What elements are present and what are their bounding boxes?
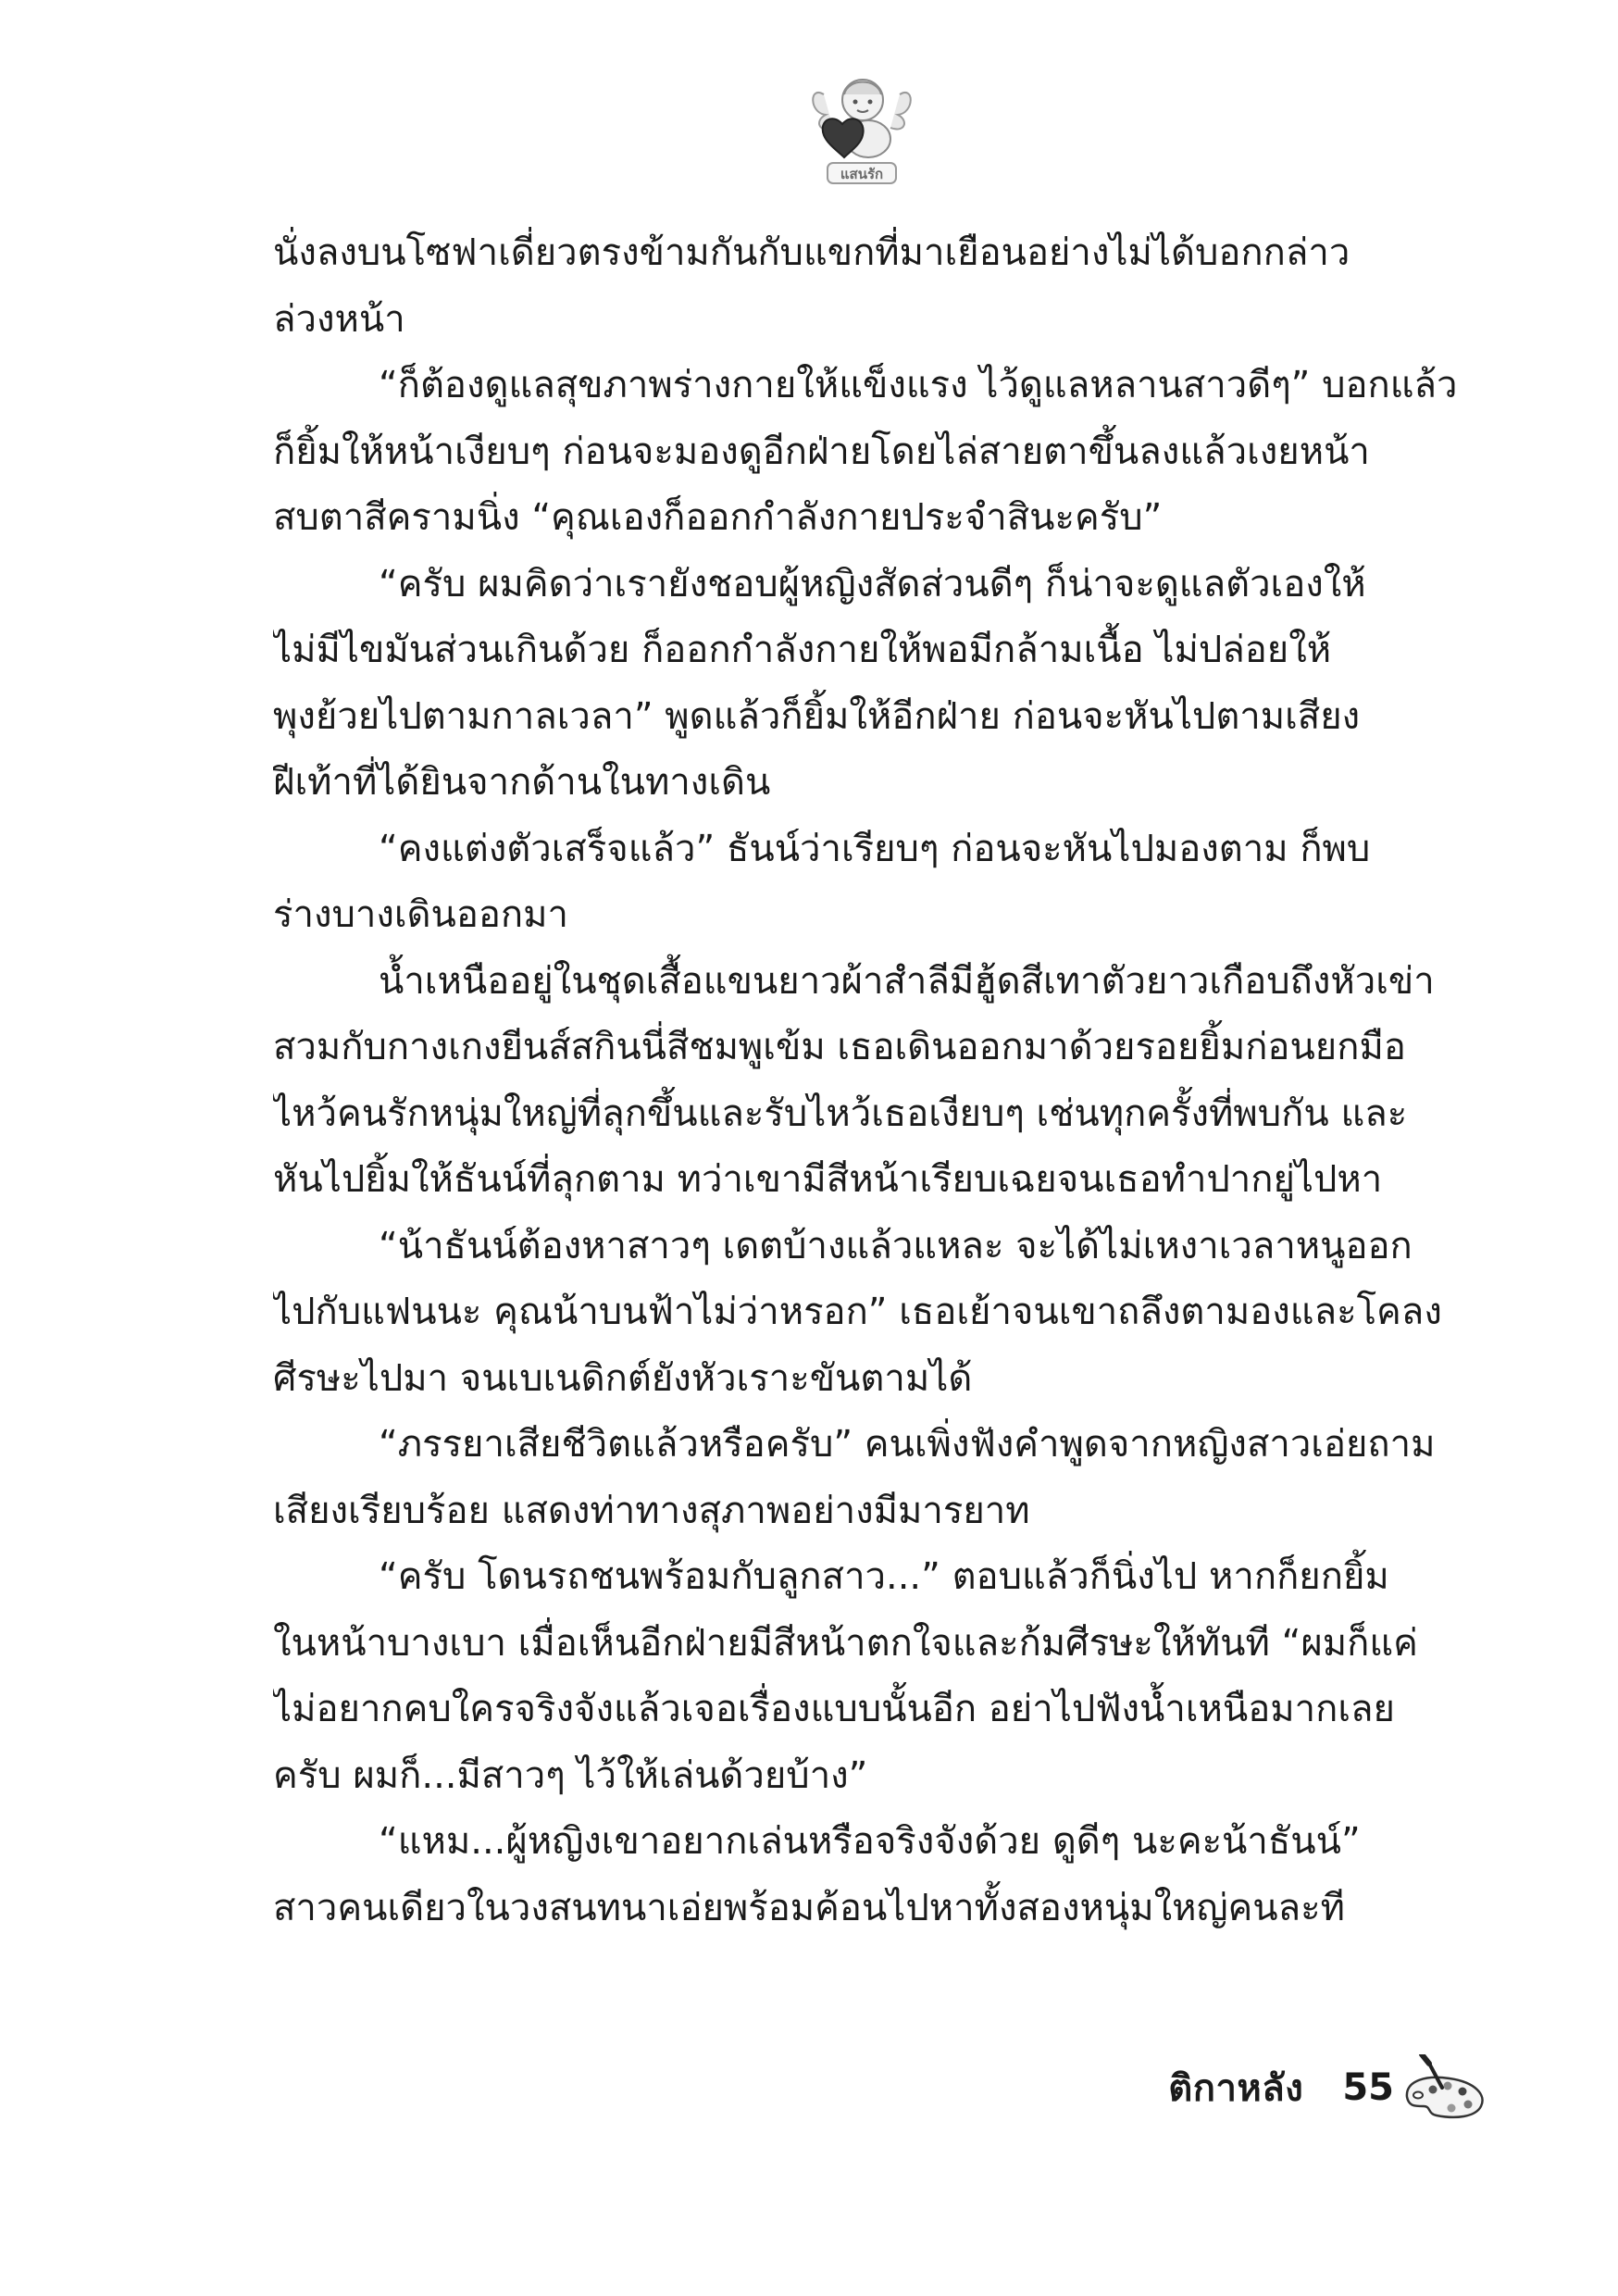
text-line: ไหว้คนรักหนุ่มใหญ่ที่ลุกขึ้นและรับไหว้เธอเงียบๆ เช่นทุกครั้งที่พบกัน และ bbox=[273, 1092, 1408, 1135]
text-line: ครับ ผมก็...มีสาวๆ ไว้ให้เล่นด้วยบ้าง” bbox=[273, 1753, 868, 1797]
text-line: ศีรษะไปมา จนเบเนดิกต์ยังหัวเราะขันตามได้ bbox=[273, 1356, 973, 1400]
page-number: 55 bbox=[1342, 2066, 1394, 2109]
text-line: น้ำเหนืออยู่ในชุดเสื้อแขนยาวผ้าสำลีมีฮู้ดสีเทาตัวยาวเกือบถึงหัวเข่า bbox=[379, 959, 1435, 1003]
body-text bbox=[273, 220, 1458, 1941]
text-line: “คงแต่งตัวเสร็จแล้ว” ธันน์ว่าเรียบๆ ก่อนจะหันไปมองตาม ก็พบ bbox=[379, 827, 1371, 870]
text-line: ก็ยิ้มให้หน้าเงียบๆ ก่อนจะมองดูอีกฝ่ายโดยไล่สายตาขึ้นลงแล้วเงยหน้า bbox=[273, 430, 1370, 473]
text-line: ไม่อยากคบใครจริงจังแล้วเจอเรื่องแบบนั้นอีก อย่าไปฟังน้ำเหนือมากเลย bbox=[273, 1688, 1395, 1730]
paint-palette-icon bbox=[1400, 2054, 1488, 2121]
text-line: ล่วงหน้า bbox=[273, 297, 405, 341]
text-line: “ครับ โดนรถชนพร้อมกับลูกสาว...” ตอบแล้วก็นิ่งไป หากก็ยกยิ้ม bbox=[379, 1555, 1389, 1598]
text-line: “ก็ต้องดูแลสุขภาพร่างกายให้แข็งแรง ไว้ดูแลหลานสาวดีๆ” บอกแล้ว bbox=[379, 364, 1458, 406]
text-line: สบตาสีครามนิ่ง “คุณเองก็ออกกำลังกายประจำสินะครับ” bbox=[273, 496, 1163, 539]
running-title: ติกาหลัง bbox=[1168, 2067, 1304, 2110]
cupid-heart-icon bbox=[807, 67, 916, 187]
text-line: หันไปยิ้มให้ธันน์ที่ลุกตาม ทว่าเขามีสีหน้าเรียบเฉยจนเธอทำปากยู่ไปหา bbox=[273, 1158, 1383, 1201]
text-line: เสียงเรียบร้อย แสดงท่าทางสุภาพอย่างมีมารยาท bbox=[273, 1489, 1030, 1532]
logo-text: แสนรัก bbox=[840, 166, 884, 182]
page-footer bbox=[1168, 2051, 1488, 2125]
text-line: สวมกับกางเกงยีนส์สกินนี่สีชมพูเข้ม เธอเดินออกมาด้วยรอยยิ้มก่อนยกมือ bbox=[273, 1026, 1406, 1068]
text-line: ฝีเท้าที่ได้ยินจากด้านในทางเดิน bbox=[273, 761, 771, 804]
text-line: “แหม...ผู้หญิงเขาอยากเล่นหรือจริงจังด้วย ดูดีๆ นะคะน้าธันน์” bbox=[379, 1820, 1361, 1863]
text-line: พุงย้วยไปตามกาลเวลา” พูดแล้วก็ยิ้มให้อีกฝ่าย ก่อนจะหันไปตามเสียง bbox=[273, 694, 1361, 738]
text-line: ในหน้าบางเบา เมื่อเห็นอีกฝ่ายมีสีหน้าตกใจและก้มศีรษะให้ทันที “ผมก็แค่ bbox=[273, 1621, 1418, 1665]
text-line: ไม่มีไขมันส่วนเกินด้วย ก็ออกกำลังกายให้พอมีกล้ามเนื้อ ไม่ปล่อยให้ bbox=[273, 629, 1332, 671]
text-line: นั่งลงบนโซฟาเดี่ยวตรงข้ามกันกับแขกที่มาเยือนอย่างไม่ได้บอกกล่าว bbox=[273, 231, 1350, 274]
text-line: “ภรรยาเสียชีวิตแล้วหรือครับ” คนเพิ่งฟังคำพูดจากหญิงสาวเอ่ยถาม bbox=[379, 1423, 1436, 1466]
text-line: “ครับ ผมคิดว่าเรายังชอบผู้หญิงสัดส่วนดีๆ ก็น่าจะดูแลตัวเองให้ bbox=[379, 562, 1366, 605]
text-line: สาวคนเดียวในวงสนทนาเอ่ยพร้อมค้อนไปหาทั้งสองหนุ่มใหญ่คนละที bbox=[273, 1886, 1346, 1929]
text-line: ไปกับแฟนนะ คุณน้าบนฟ้าไม่ว่าหรอก” เธอเย้าจนเขาถลึงตามองและโคลง bbox=[273, 1291, 1442, 1333]
header-logo bbox=[807, 67, 916, 187]
text-line: ร่างบางเดินออกมา bbox=[273, 893, 568, 936]
text-line: “น้าธันน์ต้องหาสาวๆ เดตบ้างแล้วแหละ จะได้ไม่เหงาเวลาหนูออก bbox=[379, 1224, 1413, 1267]
